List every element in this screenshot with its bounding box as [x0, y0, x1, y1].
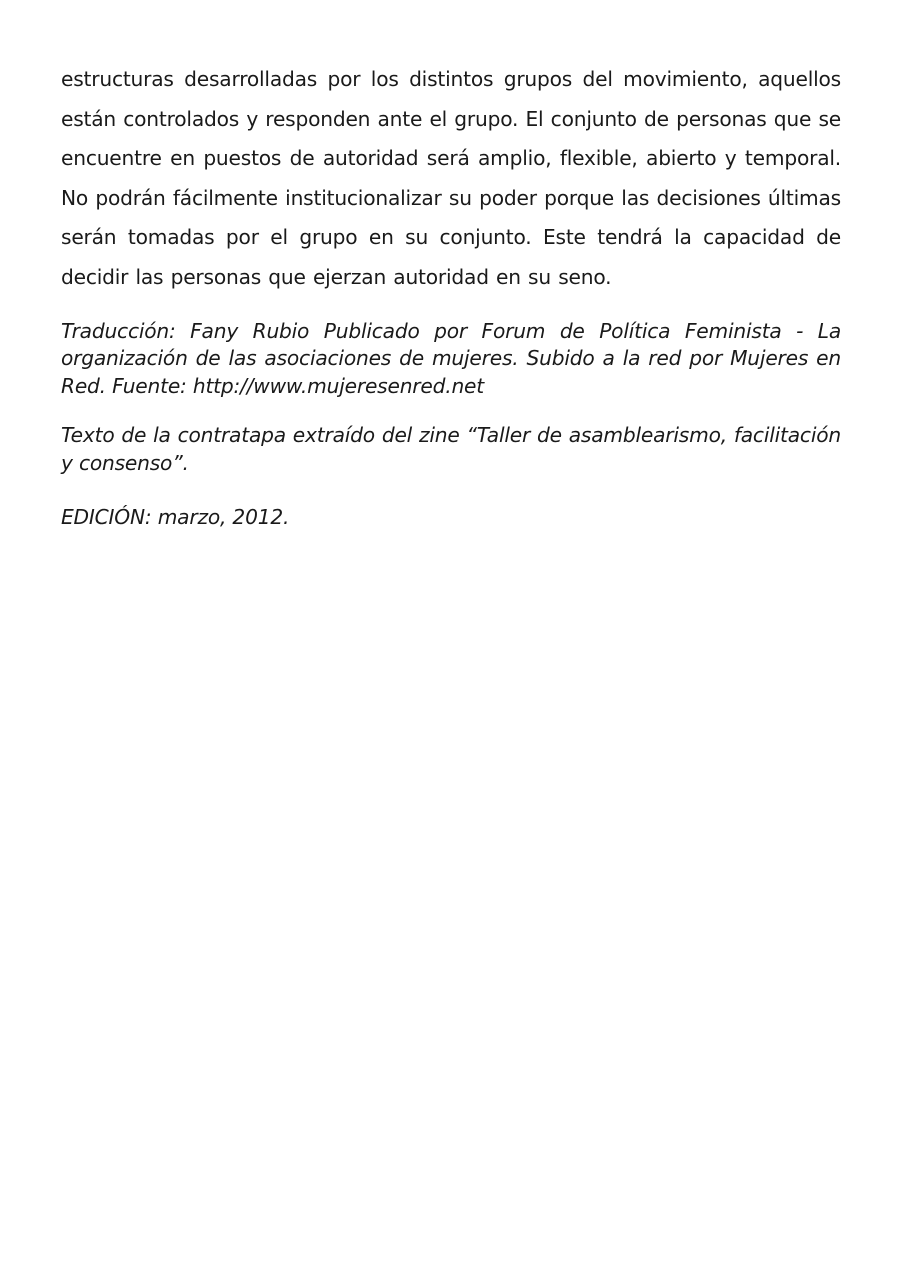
body-paragraph: estructuras desarrolladas por los distintos grupos del movimiento, aquellos están controlados y responden ante el grupo. El conjunto de personas que se encuentre en puestos de autoridad será amplio, flexible, abierto y temporal. No podrán fácilmente institucionalizar su poder porque las decisiones últimas serán tomadas por el grupo en su conjunto. Este tendrá la capacidad de decidir las personas que ejerzan autoridad en su seno.	[61, 67, 841, 289]
back-cover-note: Texto de la contratapa extraído del zine “Taller de asamblearismo, facilitación y consenso”.	[61, 423, 841, 475]
edition-note: EDICIÓN: marzo, 2012.	[61, 505, 290, 530]
page-content	[61, 60, 841, 532]
credits-note: Traducción: Fany Rubio Publicado por Forum de Política Feminista - La organización de las asociaciones de mujeres. Subido a la red por Mujeres en Red. Fuente: http://www.mujeresenred.net	[61, 318, 841, 398]
